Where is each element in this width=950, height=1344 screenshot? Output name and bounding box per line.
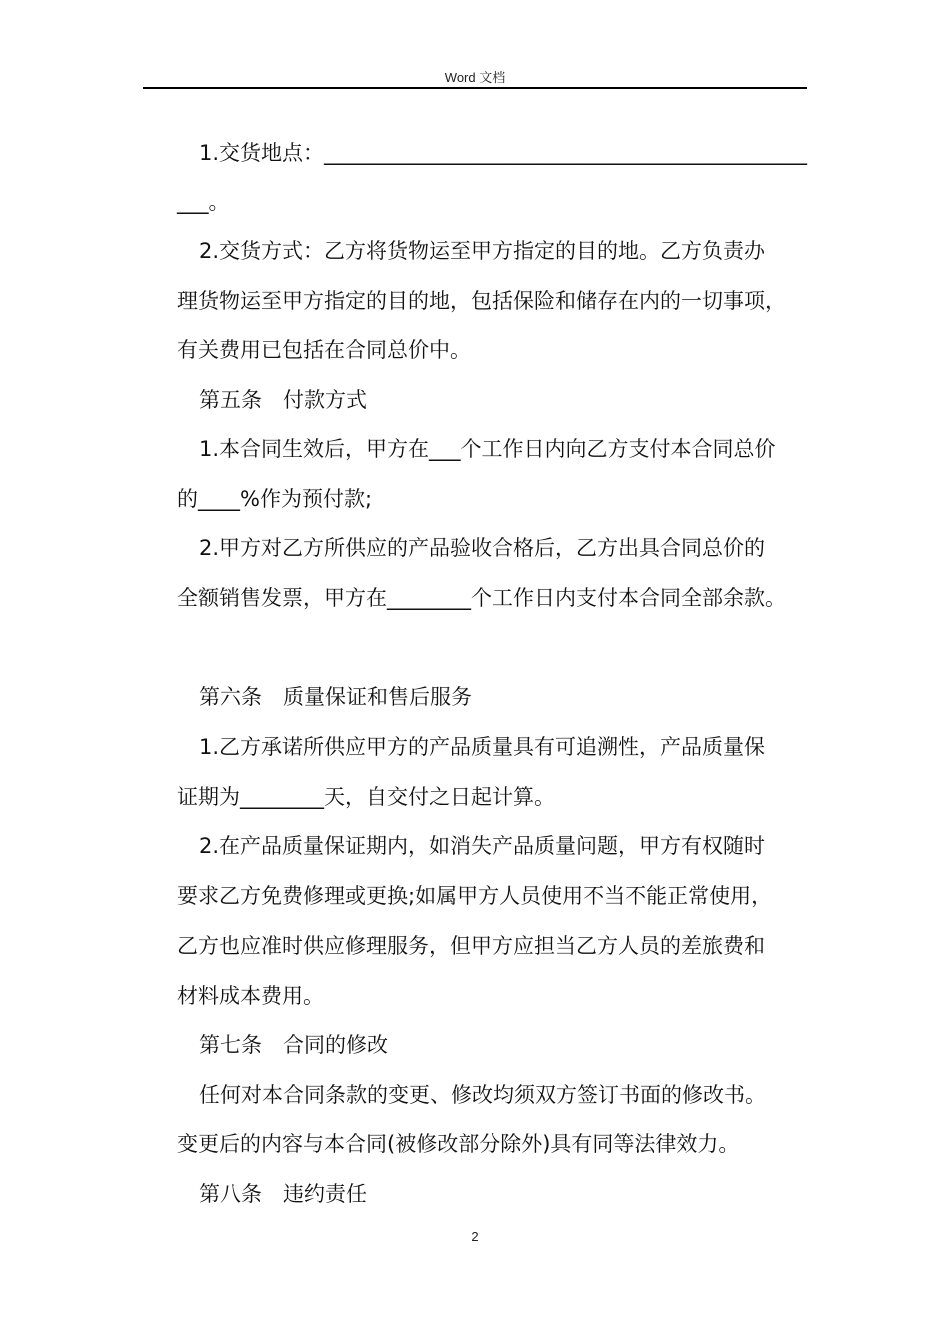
- section-heading: 第七条 合同的修改: [199, 1033, 388, 1057]
- header-divider: [143, 87, 807, 89]
- body-line: 1.乙方承诺所供应甲方的产品质量具有可追溯性，产品质量保: [199, 735, 766, 759]
- body-line: 的____%作为预付款;: [177, 487, 373, 511]
- section-heading: 第六条 质量保证和售后服务: [199, 685, 472, 709]
- body-line: 2.甲方对乙方所供应的产品验收合格后，乙方出具合同总价的: [199, 536, 766, 560]
- body-line: 乙方也应准时供应修理服务，但甲方应担当乙方人员的差旅费和: [177, 934, 765, 958]
- section-heading: 第八条 违约责任: [199, 1182, 367, 1206]
- body-line: 1.交货地点：______________________________________________: [199, 141, 808, 165]
- body-line: 证期为________天，自交付之日起计算。: [177, 785, 555, 809]
- body-line: 变更后的内容与本合同(被修改部分除外)具有同等法律效力。: [177, 1132, 740, 1156]
- body-line: 2.交货方式：乙方将货物运至甲方指定的目的地。乙方负责办: [199, 239, 766, 263]
- body-line: 材料成本费用。: [177, 984, 324, 1008]
- body-line: 理货物运至甲方指定的目的地，包括保险和储存在内的一切事项，: [177, 289, 786, 313]
- body-line: ___。: [177, 190, 230, 214]
- body-line: 全额销售发票，甲方在________个工作日内支付本合同全部余款。: [177, 586, 786, 610]
- page-number: 2: [471, 1229, 479, 1244]
- section-heading: 第五条 付款方式: [199, 388, 367, 412]
- body-line: 任何对本合同条款的变更、修改均须双方签订书面的修改书。: [199, 1083, 766, 1107]
- body-line: 有关费用已包括在合同总价中。: [177, 338, 471, 362]
- body-line: 要求乙方免费修理或更换;如属甲方人员使用不当不能正常使用，: [177, 884, 773, 908]
- body-line: 2.在产品质量保证期内，如消失产品质量问题，甲方有权随时: [199, 834, 766, 858]
- document-header: Word 文档: [444, 70, 506, 85]
- body-line: 1.本合同生效后，甲方在___个工作日内向乙方支付本合同总价: [199, 437, 776, 461]
